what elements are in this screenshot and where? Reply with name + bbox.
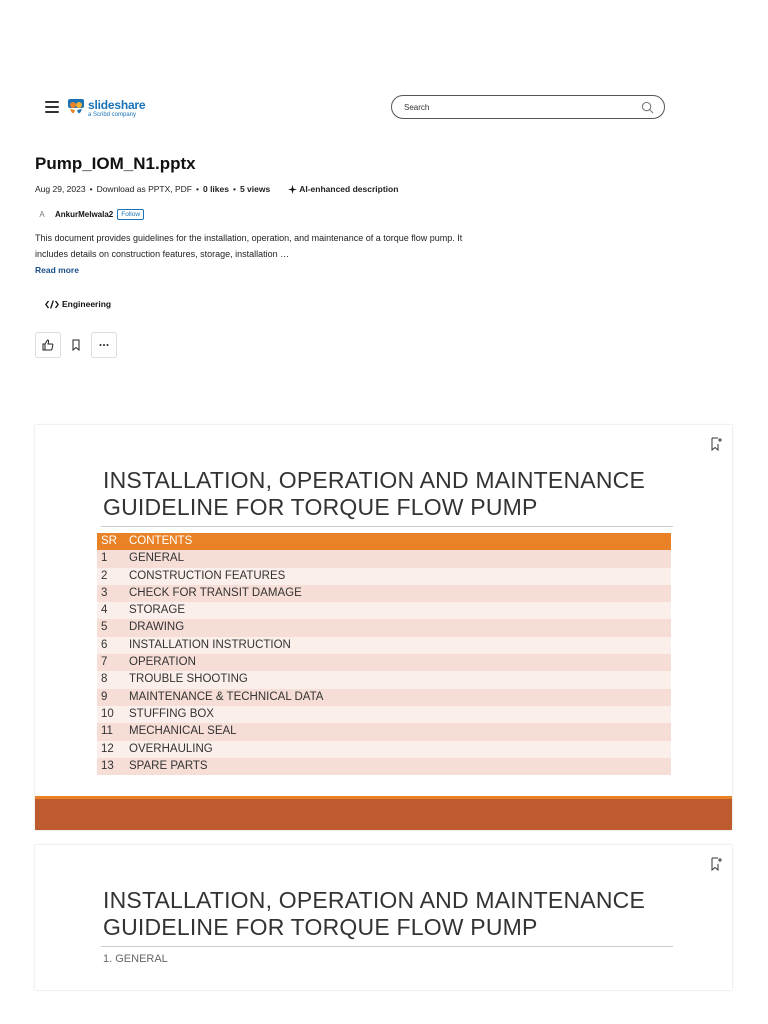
slide-footer-bar — [35, 799, 732, 830]
row-number: 1 — [97, 550, 125, 567]
row-contents: INSTALLATION INSTRUCTION — [125, 637, 671, 654]
row-number: 11 — [97, 723, 125, 740]
row-number: 6 — [97, 637, 125, 654]
slide-title-line: INSTALLATION, OPERATION AND MAINTENANCE — [103, 467, 645, 493]
row-contents: OVERHAULING — [125, 741, 671, 758]
like-button[interactable] — [35, 332, 61, 358]
author-name[interactable]: AnkurMelwala2 — [55, 209, 114, 219]
logo-subtitle: a Scribd company — [88, 111, 137, 118]
row-contents: STUFFING BOX — [125, 706, 671, 723]
slide-title-line: INSTALLATION, OPERATION AND MAINTENANCE — [103, 887, 645, 913]
slide-title — [103, 887, 645, 941]
more-options-button[interactable] — [91, 332, 117, 358]
divider — [101, 946, 673, 947]
table-row — [97, 637, 671, 654]
category-label: Engineering — [62, 299, 112, 309]
author-row — [35, 207, 144, 221]
table-row — [97, 585, 671, 602]
row-contents: CHECK FOR TRANSIT DAMAGE — [125, 585, 671, 602]
row-number: 9 — [97, 689, 125, 706]
slide-2 — [35, 845, 732, 990]
table-row — [97, 689, 671, 706]
row-contents: GENERAL — [125, 550, 671, 567]
table-row — [97, 723, 671, 740]
row-number: 4 — [97, 602, 125, 619]
slide-title-line: GUIDELINE FOR TORQUE FLOW PUMP — [103, 914, 538, 940]
table-row — [97, 568, 671, 585]
separator: • — [196, 184, 199, 194]
search-box[interactable] — [391, 95, 665, 119]
document-description: This document provides guidelines for the installation, operation, and maintenance of a torque flow pump. It includes details on construction features, storage, installation … — [35, 233, 463, 259]
ai-description-button[interactable] — [288, 184, 398, 194]
row-number: 10 — [97, 706, 125, 723]
row-number: 5 — [97, 619, 125, 636]
separator: • — [232, 184, 236, 194]
table-row — [97, 550, 671, 567]
table-header-row — [97, 533, 671, 550]
slide-1 — [35, 425, 732, 830]
save-button[interactable] — [63, 332, 89, 358]
slideshare-logo[interactable] — [67, 96, 157, 120]
document-meta — [35, 184, 398, 194]
slide-title — [103, 467, 645, 521]
contents-table — [97, 533, 671, 775]
search-input[interactable] — [402, 102, 641, 113]
table-row — [97, 671, 671, 688]
thumbs-up-icon — [42, 339, 54, 351]
save-slide-icon[interactable] — [710, 437, 722, 451]
ai-description-label: AI-enhanced description — [299, 184, 399, 194]
row-contents: SPARE PARTS — [125, 758, 671, 775]
likes-count: 0 likes — [202, 184, 229, 194]
save-slide-icon[interactable] — [710, 857, 722, 871]
row-number: 8 — [97, 671, 125, 688]
views-count: 5 views — [239, 184, 271, 194]
column-header-sr: SR — [97, 533, 125, 550]
category-tag[interactable] — [45, 299, 111, 309]
separator: • — [89, 184, 93, 194]
table-row — [97, 619, 671, 636]
row-contents: MECHANICAL SEAL — [125, 723, 671, 740]
sparkle-icon — [288, 185, 297, 194]
search-icon[interactable] — [641, 101, 654, 114]
avatar[interactable]: A — [39, 209, 45, 219]
slideshare-logo-icon — [67, 98, 85, 118]
code-icon — [45, 300, 59, 309]
row-number: 2 — [97, 568, 125, 585]
download-link[interactable]: Download as PPTX, PDF — [96, 184, 192, 194]
row-number: 3 — [97, 585, 125, 602]
slide-title-line: GUIDELINE FOR TORQUE FLOW PUMP — [103, 494, 538, 520]
row-contents: TROUBLE SHOOTING — [125, 671, 671, 688]
slide-subtitle: 1. GENERAL — [103, 953, 168, 965]
more-icon — [98, 339, 110, 351]
row-contents: DRAWING — [125, 619, 671, 636]
row-contents: CONSTRUCTION FEATURES — [125, 568, 671, 585]
table-row — [97, 758, 671, 775]
column-header-contents: CONTENTS — [125, 533, 671, 550]
table-row — [97, 706, 671, 723]
upload-date: Aug 29, 2023 — [35, 184, 86, 194]
row-contents: OPERATION — [125, 654, 671, 671]
read-more-link[interactable]: Read more — [35, 265, 79, 275]
row-contents: MAINTENANCE & TECHNICAL DATA — [125, 689, 671, 706]
logo-name: slideshare — [88, 97, 146, 112]
document-title: Pump_IOM_N1.pptx — [35, 154, 196, 173]
row-contents: STORAGE — [125, 602, 671, 619]
divider — [101, 526, 673, 527]
row-number: 7 — [97, 654, 125, 671]
row-number: 13 — [97, 758, 125, 775]
table-row — [97, 741, 671, 758]
table-row — [97, 654, 671, 671]
table-row — [97, 602, 671, 619]
row-number: 12 — [97, 741, 125, 758]
follow-button[interactable]: Follow — [117, 209, 144, 220]
action-bar — [35, 332, 117, 358]
hamburger-menu-icon[interactable] — [45, 101, 59, 113]
bookmark-icon — [70, 339, 82, 351]
